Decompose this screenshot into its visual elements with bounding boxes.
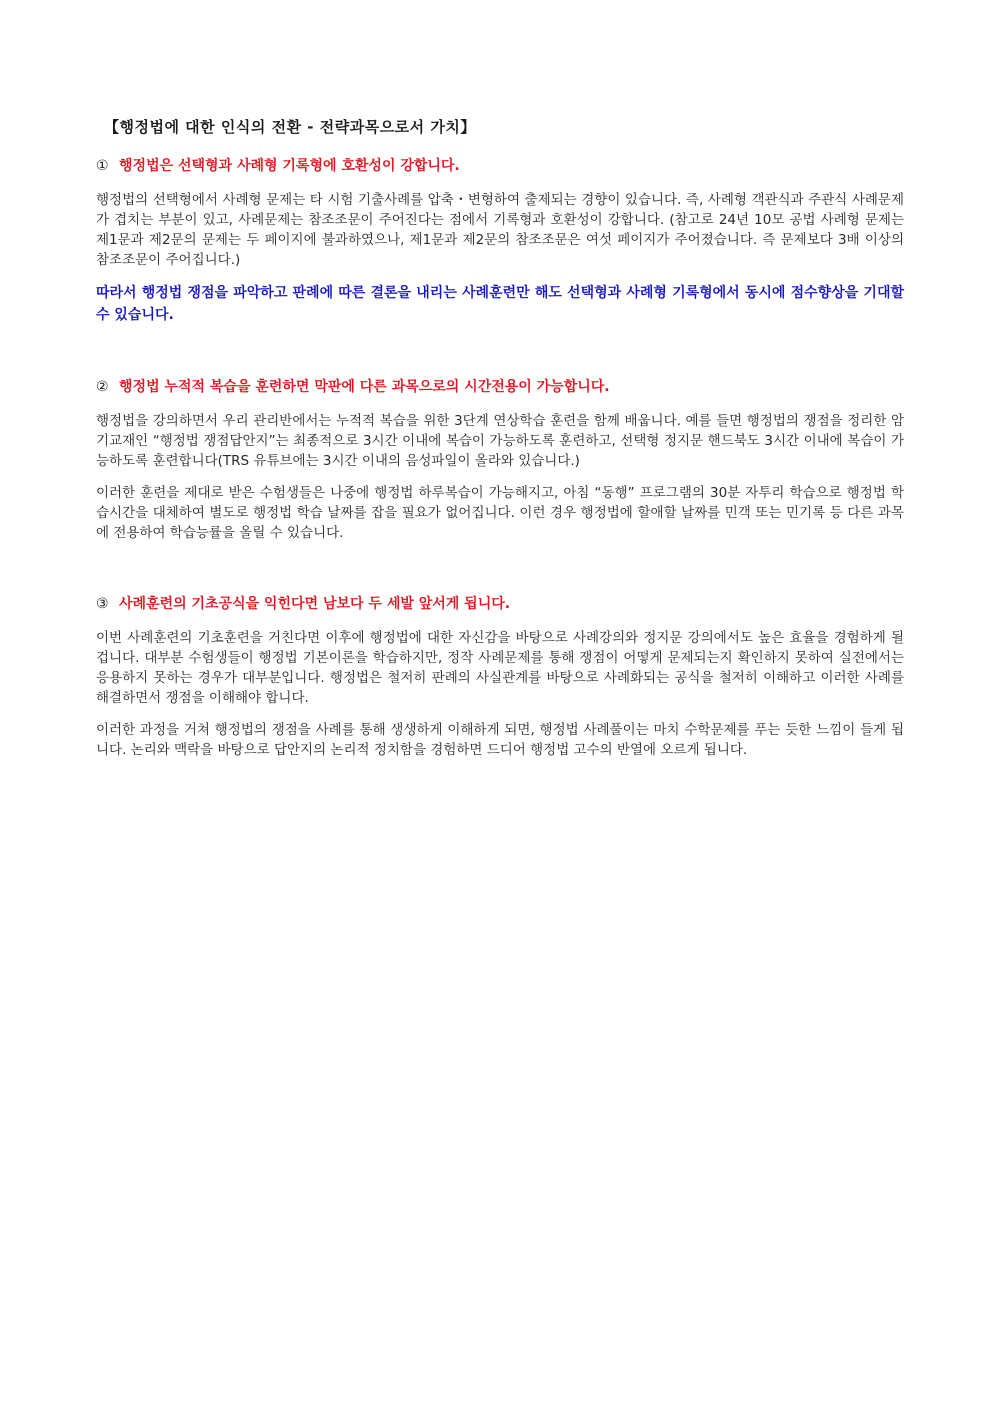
section-number: ① xyxy=(96,158,109,174)
section-heading xyxy=(96,155,904,175)
section-number: ② xyxy=(96,379,109,395)
document-page xyxy=(96,116,904,810)
section-2 xyxy=(96,376,904,543)
section-heading-text: 행정법 누적적 복습을 훈련하면 막판에 다른 과목으로의 시간전용이 가능합니다. xyxy=(119,379,610,395)
section-heading xyxy=(96,593,904,613)
document-title: 【행정법에 대한 인식의 전환 - 전략과목으로서 가치】 xyxy=(104,118,476,136)
body-paragraph: 행정법을 강의하면서 우리 관리반에서는 누적적 복습을 위한 3단계 연상학습 훈련을 함께 배웁니다. 예를 들면 행정법의 쟁점을 정리한 암기교재인 “행정법 쟁점답안지”는 최종적으로 3시간 이내에 복습이 가능하도록 훈련하고, 선택형 정지문 핸드북도 3시간 이내에 복습이 가능하도록 훈련합니다(TRS 유튜브에는 3시간 이내의 음성파일이 올라와 있습니다.) xyxy=(96,413,904,469)
section-number: ③ xyxy=(96,596,109,612)
body-paragraph: 이러한 과정을 거쳐 행정법의 쟁점을 사례를 통해 생생하게 이해하게 되면, 행정법 사례풀이는 마치 수학문제를 푸는 듯한 느낌이 들게 됩니다. 논리와 맥락을 바탕으로 답안지의 논리적 정치함을 경험하면 드디어 행정법 고수의 반열에 오르게 됩니다. xyxy=(96,722,904,758)
body-paragraph: 이러한 훈련을 제대로 받은 수험생들은 나중에 행정법 하루복습이 가능해지고, 아침 “동행” 프로그램의 30분 자투리 학습으로 행정법 학습시간을 대체하여 별도로 행정법 학습 날짜를 잡을 필요가 없어집니다. 이런 경우 행정법에 할애할 날짜를 민객 또는 민기록 등 다른 과목에 전용하여 학습능률을 올릴 수 있습니다. xyxy=(96,485,904,541)
highlight-paragraph: 따라서 행정법 쟁점을 파악하고 판례에 따른 결론을 내리는 사례훈련만 해도 선택형과 사례형 기록형에서 동시에 점수향상을 기대할 수 있습니다. xyxy=(96,285,904,323)
section-3 xyxy=(96,593,904,760)
section-heading-text: 사례훈련의 기초공식을 익힌다면 남보다 두 세발 앞서게 됩니다. xyxy=(119,596,511,612)
body-paragraph: 행정법의 선택형에서 사례형 문제는 타 시험 기출사례를 압축・변형하여 출제되는 경향이 있습니다. 즉, 사례형 객관식과 주관식 사례문제가 겹치는 부분이 있고, 사례문제는 참조조문이 주어진다는 점에서 기록형과 호환성이 강합니다. (참고로 24년 10모 공법 사례형 문제는 제1문과 제2문의 문제는 두 페이지에 불과하였으나, 제1문과 제2문의 참조조문은 여섯 페이지가 주어졌습니다. 즉 문제보다 3배 이상의 참조조문이 주어집니다.) xyxy=(96,192,904,268)
section-heading xyxy=(96,376,904,396)
body-paragraph: 이번 사례훈련의 기초훈련을 거친다면 이후에 행정법에 대한 자신감을 바탕으로 사례강의와 정지문 강의에서도 높은 효율을 경험하게 될 겁니다. 대부분 수험생들이 행정법 기본이론을 학습하지만, 정작 사례문제를 통해 쟁점이 어떻게 문제되는지 확인하지 못하여 실전에서는 응용하지 못하는 경우가 대부분입니다. 행정법은 철저히 판례의 사실관계를 바탕으로 사례화되는 공식을 철저히 이해하고 이러한 사례를 해결하면서 쟁점을 이해해야 합니다. xyxy=(96,630,904,706)
section-1 xyxy=(96,155,904,326)
section-heading-text: 행정법은 선택형과 사례형 기록형에 호환성이 강합니다. xyxy=(119,158,460,174)
